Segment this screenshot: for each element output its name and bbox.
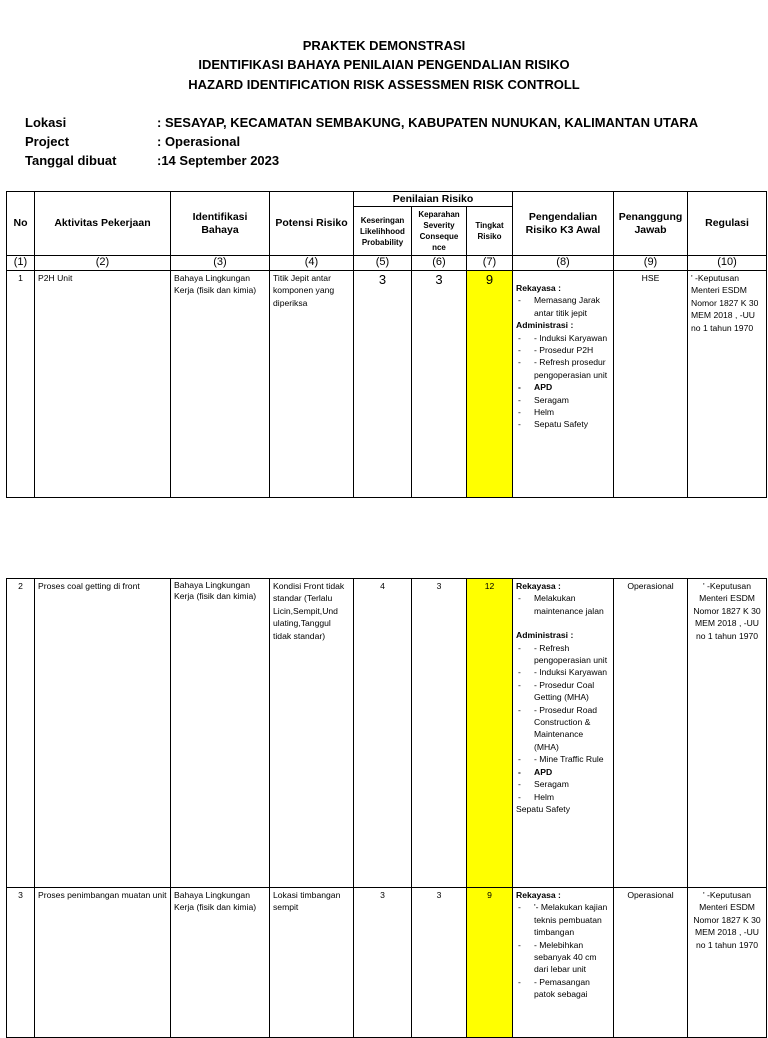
- col-number: (9): [614, 256, 688, 271]
- control-item: - - Induksi Karyawan: [516, 666, 610, 678]
- row-potensi: Lokasi timbangan sempit: [270, 888, 354, 1038]
- pengendalian-list: [516, 889, 610, 1001]
- control-heading: Administrasi :: [516, 630, 574, 641]
- row-keparahan: 3: [412, 271, 467, 498]
- row-penanggung: Operasional: [614, 888, 688, 1038]
- pengendalian-list: [516, 580, 610, 815]
- col-number: (1): [7, 256, 35, 271]
- row-pengendalian: [513, 579, 614, 888]
- control-item: - Helm: [516, 406, 610, 418]
- table-row: [7, 271, 767, 498]
- control-heading: Administrasi :: [516, 320, 574, 331]
- tanggal-label: Tanggal dibuat: [25, 153, 117, 168]
- control-item: - - Melebihkan sebanyak 40 cm dari lebar unit: [516, 939, 610, 976]
- control-item: Sepatu Safety: [516, 803, 570, 814]
- risk-table-2: [6, 578, 767, 1038]
- col-number: (3): [171, 256, 270, 271]
- control-item: - Sepatu Safety: [516, 418, 610, 430]
- col-number: (10): [688, 256, 767, 271]
- control-item: - - Prosedur Road Construction & Maintenance (MHA): [516, 704, 610, 754]
- meta-project: [25, 134, 240, 149]
- lokasi-label: Lokasi: [25, 115, 67, 130]
- col-number: (2): [35, 256, 171, 271]
- row-keseringan: 4: [354, 579, 412, 888]
- control-heading: Rekayasa :: [516, 890, 561, 900]
- col-number: (5): [354, 256, 412, 271]
- row-identifikasi: Bahaya Lingkungan Kerja (fisik dan kimia): [171, 888, 270, 1038]
- row-aktivitas: P2H Unit: [35, 271, 171, 498]
- control-item: - - Refresh pengoperasian unit: [516, 642, 610, 667]
- row-keseringan: 3: [354, 271, 412, 498]
- row-tingkat-risiko: 12: [467, 579, 513, 888]
- header-keparahan: Keparahan Severity Conseque nce: [412, 207, 467, 256]
- control-heading: - APD: [516, 381, 610, 393]
- control-heading: Rekayasa :: [516, 283, 561, 293]
- header-pengendalian: Pengendalian Risiko K3 Awal: [513, 192, 614, 256]
- header-penilaian: Penilaian Risiko: [354, 192, 513, 207]
- row-regulasi: ' -Keputusan Menteri ESDM Nomor 1827 K 30 MEM 2018 , -UU no 1 tahun 1970: [688, 579, 767, 888]
- row-keparahan: 3: [412, 579, 467, 888]
- control-item: - - Prosedur P2H: [516, 344, 610, 356]
- meta-lokasi: [25, 115, 698, 130]
- pengendalian-list: [516, 282, 610, 431]
- control-item: - Melakukan maintenance jalan: [516, 592, 610, 617]
- row-potensi: Titik Jepit antar komponen yang diperiksa: [270, 271, 354, 498]
- header-tingkat: Tingkat Risiko: [467, 207, 513, 256]
- doc-title: PRAKTEK DEMONSTRASI: [302, 38, 466, 53]
- row-aktivitas: Proses coal getting di front: [35, 579, 171, 888]
- control-heading: - APD: [516, 766, 610, 778]
- row-tingkat-risiko: 9: [467, 271, 513, 498]
- row-penanggung: Operasional: [614, 579, 688, 888]
- row-keseringan: 3: [354, 888, 412, 1038]
- control-item: - Memasang Jarak antar titik jepit: [516, 294, 610, 319]
- control-heading: Rekayasa :: [516, 581, 561, 591]
- control-item: - - Pemasangan patok sebagai: [516, 976, 610, 1001]
- row-no: 2: [7, 579, 35, 888]
- control-item: - Helm: [516, 791, 610, 803]
- meta-tanggal: [25, 153, 279, 168]
- header-keseringan: Keseringan Likelihhood Probability: [354, 207, 412, 256]
- control-item: - - Refresh prosedur pengoperasian unit: [516, 356, 610, 381]
- project-label: Project: [25, 134, 70, 149]
- table-row: [7, 888, 767, 1038]
- tanggal-value: :14 September 2023: [157, 153, 280, 168]
- doc-subtitle-id: IDENTIFIKASI BAHAYA PENILAIAN PENGENDALIAN RISIKO: [198, 57, 570, 72]
- col-number: (8): [513, 256, 614, 271]
- table-row: [7, 579, 767, 888]
- col-number: (4): [270, 256, 354, 271]
- row-identifikasi: Bahaya Lingkungan Kerja (fisik dan kimia): [171, 271, 270, 498]
- header-regulasi: Regulasi: [688, 192, 767, 256]
- row-potensi: Kondisi Front tidak standar (Terlalu Licin,Sempit,Und ulating,Tanggul tidak standar): [270, 579, 354, 888]
- header-no: No: [7, 192, 35, 256]
- col-number: (6): [412, 256, 467, 271]
- doc-subtitle-en: HAZARD IDENTIFICATION RISK ASSESSMEN RISK CONTROLL: [188, 77, 580, 92]
- control-item: - Seragam: [516, 394, 610, 406]
- col-number: (7): [467, 256, 513, 271]
- row-tingkat-risiko: 9: [467, 888, 513, 1038]
- row-penanggung: HSE: [614, 271, 688, 498]
- header-potensi: Potensi Risiko: [270, 192, 354, 256]
- row-aktivitas: Proses penimbangan muatan unit: [35, 888, 171, 1038]
- row-no: 3: [7, 888, 35, 1038]
- header-aktivitas: Aktivitas Pekerjaan: [35, 192, 171, 256]
- lokasi-value: : SESAYAP, KECAMATAN SEMBAKUNG, KABUPATEN NUNUKAN, KALIMANTAN UTARA: [157, 115, 699, 130]
- row-identifikasi: Bahaya Lingkungan Kerja (fisik dan kimia): [171, 579, 270, 888]
- header-penanggung: Penanggung Jawab: [614, 192, 688, 256]
- project-value: : Operasional: [157, 134, 241, 149]
- row-keparahan: 3: [412, 888, 467, 1038]
- control-spacer: [516, 617, 610, 629]
- control-item: - - Mine Traffic Rule: [516, 753, 610, 765]
- control-item: - - Induksi Karyawan: [516, 332, 610, 344]
- row-pengendalian: [513, 888, 614, 1038]
- control-item: - '- Melakukan kajian teknis pembuatan timbangan: [516, 901, 610, 938]
- risk-table-1: [6, 191, 767, 498]
- row-regulasi: ' -Keputusan Menteri ESDM Nomor 1827 K 30 MEM 2018 , -UU no 1 tahun 1970: [688, 271, 767, 498]
- header-identifikasi: Identifikasi Bahaya: [171, 192, 270, 256]
- row-pengendalian: [513, 271, 614, 498]
- row-regulasi: ' -Keputusan Menteri ESDM Nomor 1827 K 30 MEM 2018 , -UU no 1 tahun 1970: [688, 888, 767, 1038]
- control-item: - Seragam: [516, 778, 610, 790]
- row-no: 1: [7, 271, 35, 498]
- control-item: - - Prosedur Coal Getting (MHA): [516, 679, 610, 704]
